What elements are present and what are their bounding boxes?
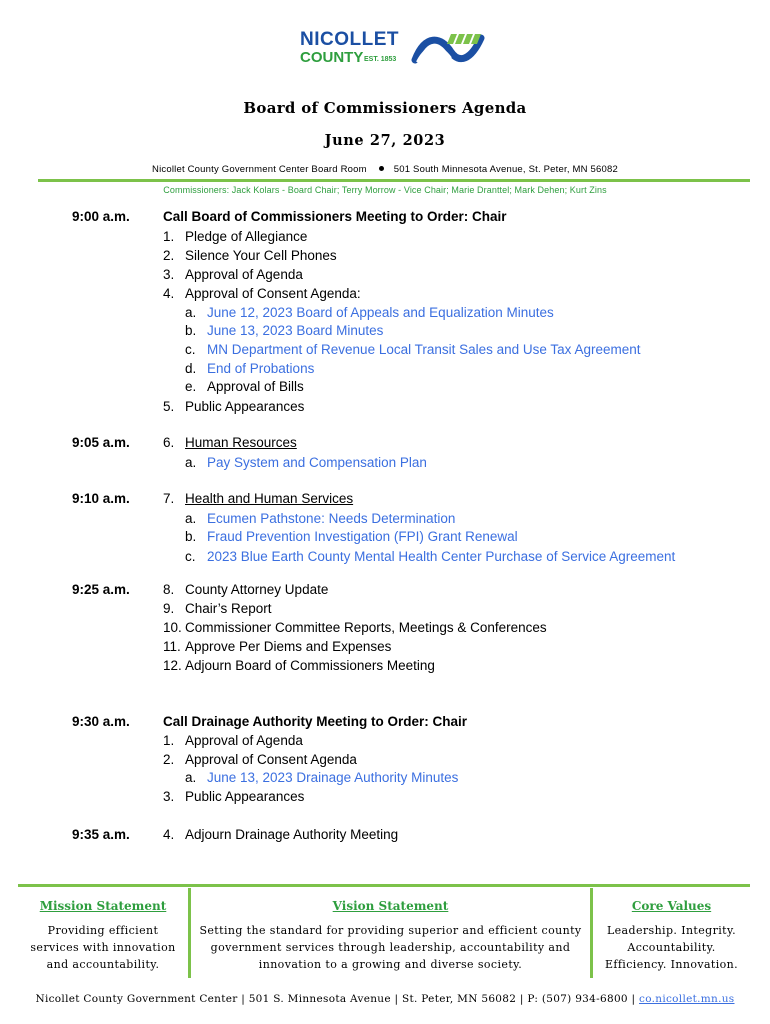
time-label: 9:30 a.m.: [72, 714, 130, 729]
link-mental-health-agreement[interactable]: 2023 Blue Earth County Mental Health Center Purchase of Service Agreement: [207, 549, 676, 564]
sub-item[interactable]: d. End of Probations: [185, 361, 315, 376]
sub-item[interactable]: c. 2023 Blue Earth County Mental Health Center Purchase of Service Agreement: [185, 549, 676, 564]
values-heading: Core Values: [631, 899, 712, 913]
list-item: 3. Approval of Agenda: [163, 267, 303, 282]
logo-established: EST. 1853: [364, 56, 397, 63]
page-footer: [0, 993, 770, 1005]
commissioners-list: Commissioners: Jack Kolars - Board Chair; Terry Morrow - Vice Chair; Marie Dranttel; Mark Dehen; Kurt Zins: [163, 185, 607, 195]
list-item: 6. Human Resources: [163, 435, 297, 450]
time-label: 9:05 a.m.: [72, 435, 130, 450]
link-drainage-minutes[interactable]: June 13, 2023 Drainage Authority Minutes: [207, 770, 459, 785]
location-room: Nicollet County Government Center Board Room: [152, 164, 367, 175]
vision-heading: Vision Statement: [332, 899, 449, 913]
sub-item[interactable]: b. June 13, 2023 Board Minutes: [185, 323, 384, 338]
time-label: 9:25 a.m.: [72, 582, 130, 597]
link-board-minutes[interactable]: June 13, 2023 Board Minutes: [207, 323, 384, 338]
list-item: 1. Approval of Agenda: [163, 733, 303, 748]
section-heading: Call Board of Commissioners Meeting to Order: Chair: [163, 209, 507, 224]
list-item: 3. Public Appearances: [163, 789, 305, 804]
statements-divider: [18, 884, 750, 887]
meeting-date: June 27, 2023: [324, 132, 446, 149]
page-title: Board of Commissioners Agenda: [243, 99, 527, 117]
mission-heading: Mission Statement: [39, 899, 167, 913]
mission-text: Providing efficient services with innovation and accountability.: [30, 924, 176, 971]
sub-item[interactable]: a. June 13, 2023 Drainage Authority Minutes: [185, 770, 459, 785]
sub-item[interactable]: a. Pay System and Compensation Plan: [185, 455, 427, 470]
list-item: 2. Silence Your Cell Phones: [163, 248, 337, 263]
time-label: 9:00 a.m.: [72, 209, 130, 224]
list-item: 12. Adjourn Board of Commissioners Meeting: [163, 658, 435, 673]
website-link[interactable]: co.nicollet.mn.us: [639, 993, 735, 1005]
vision-text: Setting the standard for providing superior and efficient county government services through leadership, accountability and innovation to a growing and diverse society.: [199, 924, 582, 971]
river-wave-icon: [411, 30, 485, 72]
link-board-appeals-minutes[interactable]: June 12, 2023 Board of Appeals and Equalization Minutes: [207, 305, 554, 320]
sub-item[interactable]: b. Fraud Prevention Investigation (FPI) Grant Renewal: [185, 529, 518, 544]
section-heading: Call Drainage Authority Meeting to Order: Chair: [163, 714, 468, 729]
list-item: 8. County Attorney Update: [163, 582, 329, 597]
list-item: 2. Approval of Consent Agenda: [163, 752, 357, 767]
meeting-location: [0, 164, 770, 175]
time-label: 9:10 a.m.: [72, 491, 130, 506]
location-address: 501 South Minnesota Avenue, St. Peter, MN 56082: [393, 164, 618, 175]
header-divider: [38, 179, 750, 182]
values-text: Leadership. Integrity. Accountability. Efficiency. Innovation.: [604, 924, 739, 971]
list-item: 7. Health and Human Services: [163, 491, 354, 506]
list-item: 1. Pledge of Allegiance: [163, 229, 308, 244]
sub-item[interactable]: c. MN Department of Revenue Local Transit Sales and Use Tax Agreement: [185, 342, 641, 357]
link-end-of-probations[interactable]: End of Probations: [207, 361, 315, 376]
bullet-icon: [379, 166, 384, 171]
county-logo: [298, 30, 488, 72]
logo-wordmark-nicollet: NICOLLET: [300, 29, 399, 50]
list-item: 5. Public Appearances: [163, 399, 305, 414]
logo-wordmark-county: COUNTY: [300, 49, 364, 66]
link-ecumen-pathstone[interactable]: Ecumen Pathstone: Needs Determination: [207, 511, 456, 526]
list-item: 4. Approval of Consent Agenda:: [163, 286, 361, 301]
list-item: 11. Approve Per Diems and Expenses: [163, 639, 392, 654]
sub-item[interactable]: a. Ecumen Pathstone: Needs Determination: [185, 511, 456, 526]
footer-contact: Nicollet County Government Center | 501 S. Minnesota Avenue | St. Peter, MN 56082 | P: (507) 934-6800 |: [35, 993, 640, 1005]
list-item: 10. Commissioner Committee Reports, Meetings & Conferences: [163, 620, 547, 635]
link-transit-tax-agreement[interactable]: MN Department of Revenue Local Transit Sales and Use Tax Agreement: [207, 342, 641, 357]
list-item: 9. Chair’s Report: [163, 601, 272, 616]
list-item: 4. Adjourn Drainage Authority Meeting: [163, 827, 399, 842]
link-pay-system[interactable]: Pay System and Compensation Plan: [207, 455, 427, 470]
link-fpi-grant[interactable]: Fraud Prevention Investigation (FPI) Grant Renewal: [207, 529, 518, 544]
time-label: 9:35 a.m.: [72, 827, 130, 842]
sub-item[interactable]: a. June 12, 2023 Board of Appeals and Equalization Minutes: [185, 305, 554, 320]
sub-item: e. Approval of Bills: [185, 379, 304, 394]
